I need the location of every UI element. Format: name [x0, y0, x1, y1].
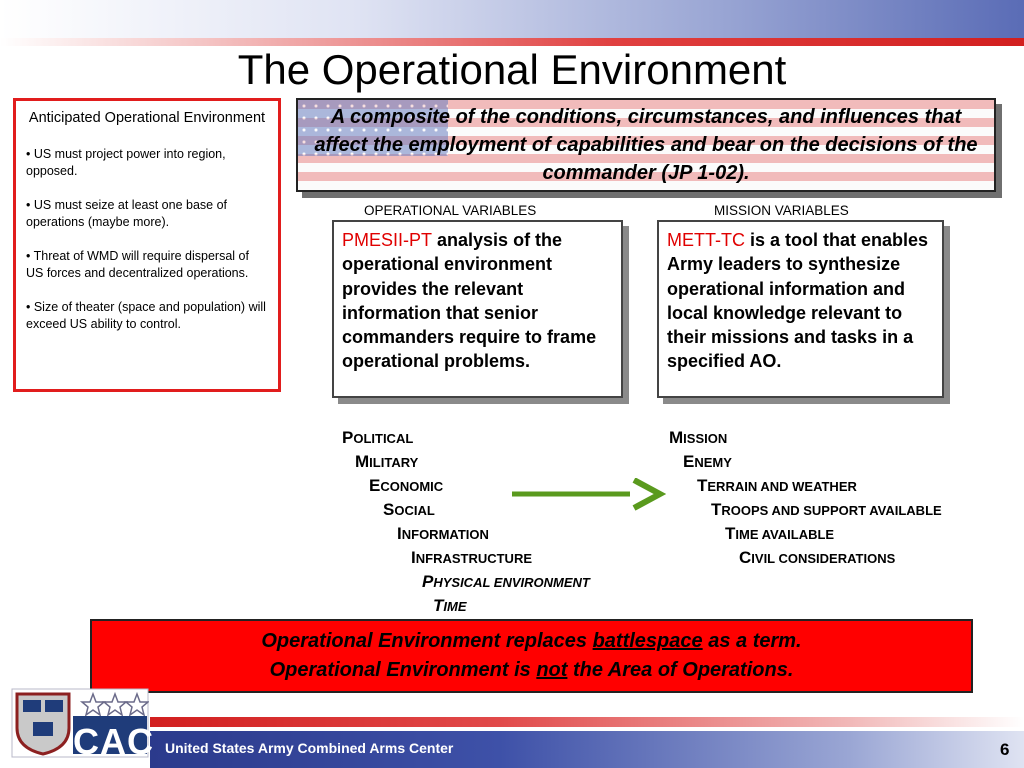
footer-organization: United States Army Combined Arms Center [165, 740, 454, 756]
mission-variable-enemy: ENEMY [683, 452, 732, 471]
list-item: • Size of theater (space and population) will exceed US ability to control. [26, 300, 266, 331]
operational-variable-physical-environment: PHYSICAL ENVIRONMENT [422, 572, 590, 591]
footer-stripe [150, 717, 1024, 727]
mett-tc-description: is a tool that enables Army leaders to synthesize operational information and local knowledge relevant to their missions and tasks in a specified AO. [667, 230, 929, 372]
operational-variable-economic: ECONOMIC [369, 476, 444, 495]
pmesii-pt-acronym: PMESII-PT [342, 230, 433, 250]
page-number: 6 [1000, 740, 1010, 759]
mission-variable-mission: MISSION [669, 428, 728, 447]
operational-variable-infrastructure: INFRASTRUCTURE [411, 548, 533, 567]
operational-variable-social: SOCIAL [383, 500, 435, 519]
right-arrow-icon [510, 478, 666, 514]
mission-variable-troops-support: TROOPS AND SUPPORT AVAILABLE [711, 500, 942, 519]
operational-variable-military: MILITARY [355, 452, 419, 471]
cac-logo-text: CAC [73, 721, 154, 762]
mission-variable-time-available: TIME AVAILABLE [725, 524, 835, 543]
anticipated-environment-title: Anticipated Operational Environment [28, 110, 266, 126]
pmesii-pt-box [332, 220, 623, 398]
anticipated-environment-box [13, 98, 281, 392]
pmesii-pt-description: analysis of the operational environment provides the relevant information that senior commanders require to frame operational problems. [342, 230, 597, 372]
mett-tc-box [657, 220, 944, 398]
header-banner [0, 0, 1024, 38]
operational-variable-political: POLITICAL [342, 428, 414, 447]
operational-variable-information: INFORMATION [397, 524, 489, 543]
definition-box [296, 98, 996, 192]
mission-variables-header: MISSION VARIABLES [714, 203, 849, 218]
key-message-line-1: Operational Environment replaces battlespace as a term. [261, 630, 802, 652]
mission-variable-civil-considerations: CIVIL CONSIDERATIONS [739, 548, 896, 567]
list-item: • US must project power into region, opposed. [26, 147, 226, 178]
mett-tc-acronym: METT-TC [667, 230, 745, 250]
operational-variable-time: TIME [433, 596, 467, 615]
list-item: • US must seize at least one base of operations (maybe more). [26, 198, 228, 229]
definition-text: A composite of the conditions, circumstances, and influences that affect the employment of capabilities and bear on the decisions of the commander (JP 1-02). [314, 106, 978, 184]
key-message-line-2: Operational Environment is not the Area of Operations. [269, 659, 794, 681]
key-message-box [90, 619, 973, 693]
list-item: • Threat of WMD will require dispersal of US forces and decentralized operations. [26, 249, 249, 280]
mission-variable-terrain-weather: TERRAIN AND WEATHER [697, 476, 857, 495]
slide-title: The Operational Environment [237, 46, 787, 93]
operational-variables-header: OPERATIONAL VARIABLES [364, 203, 537, 218]
